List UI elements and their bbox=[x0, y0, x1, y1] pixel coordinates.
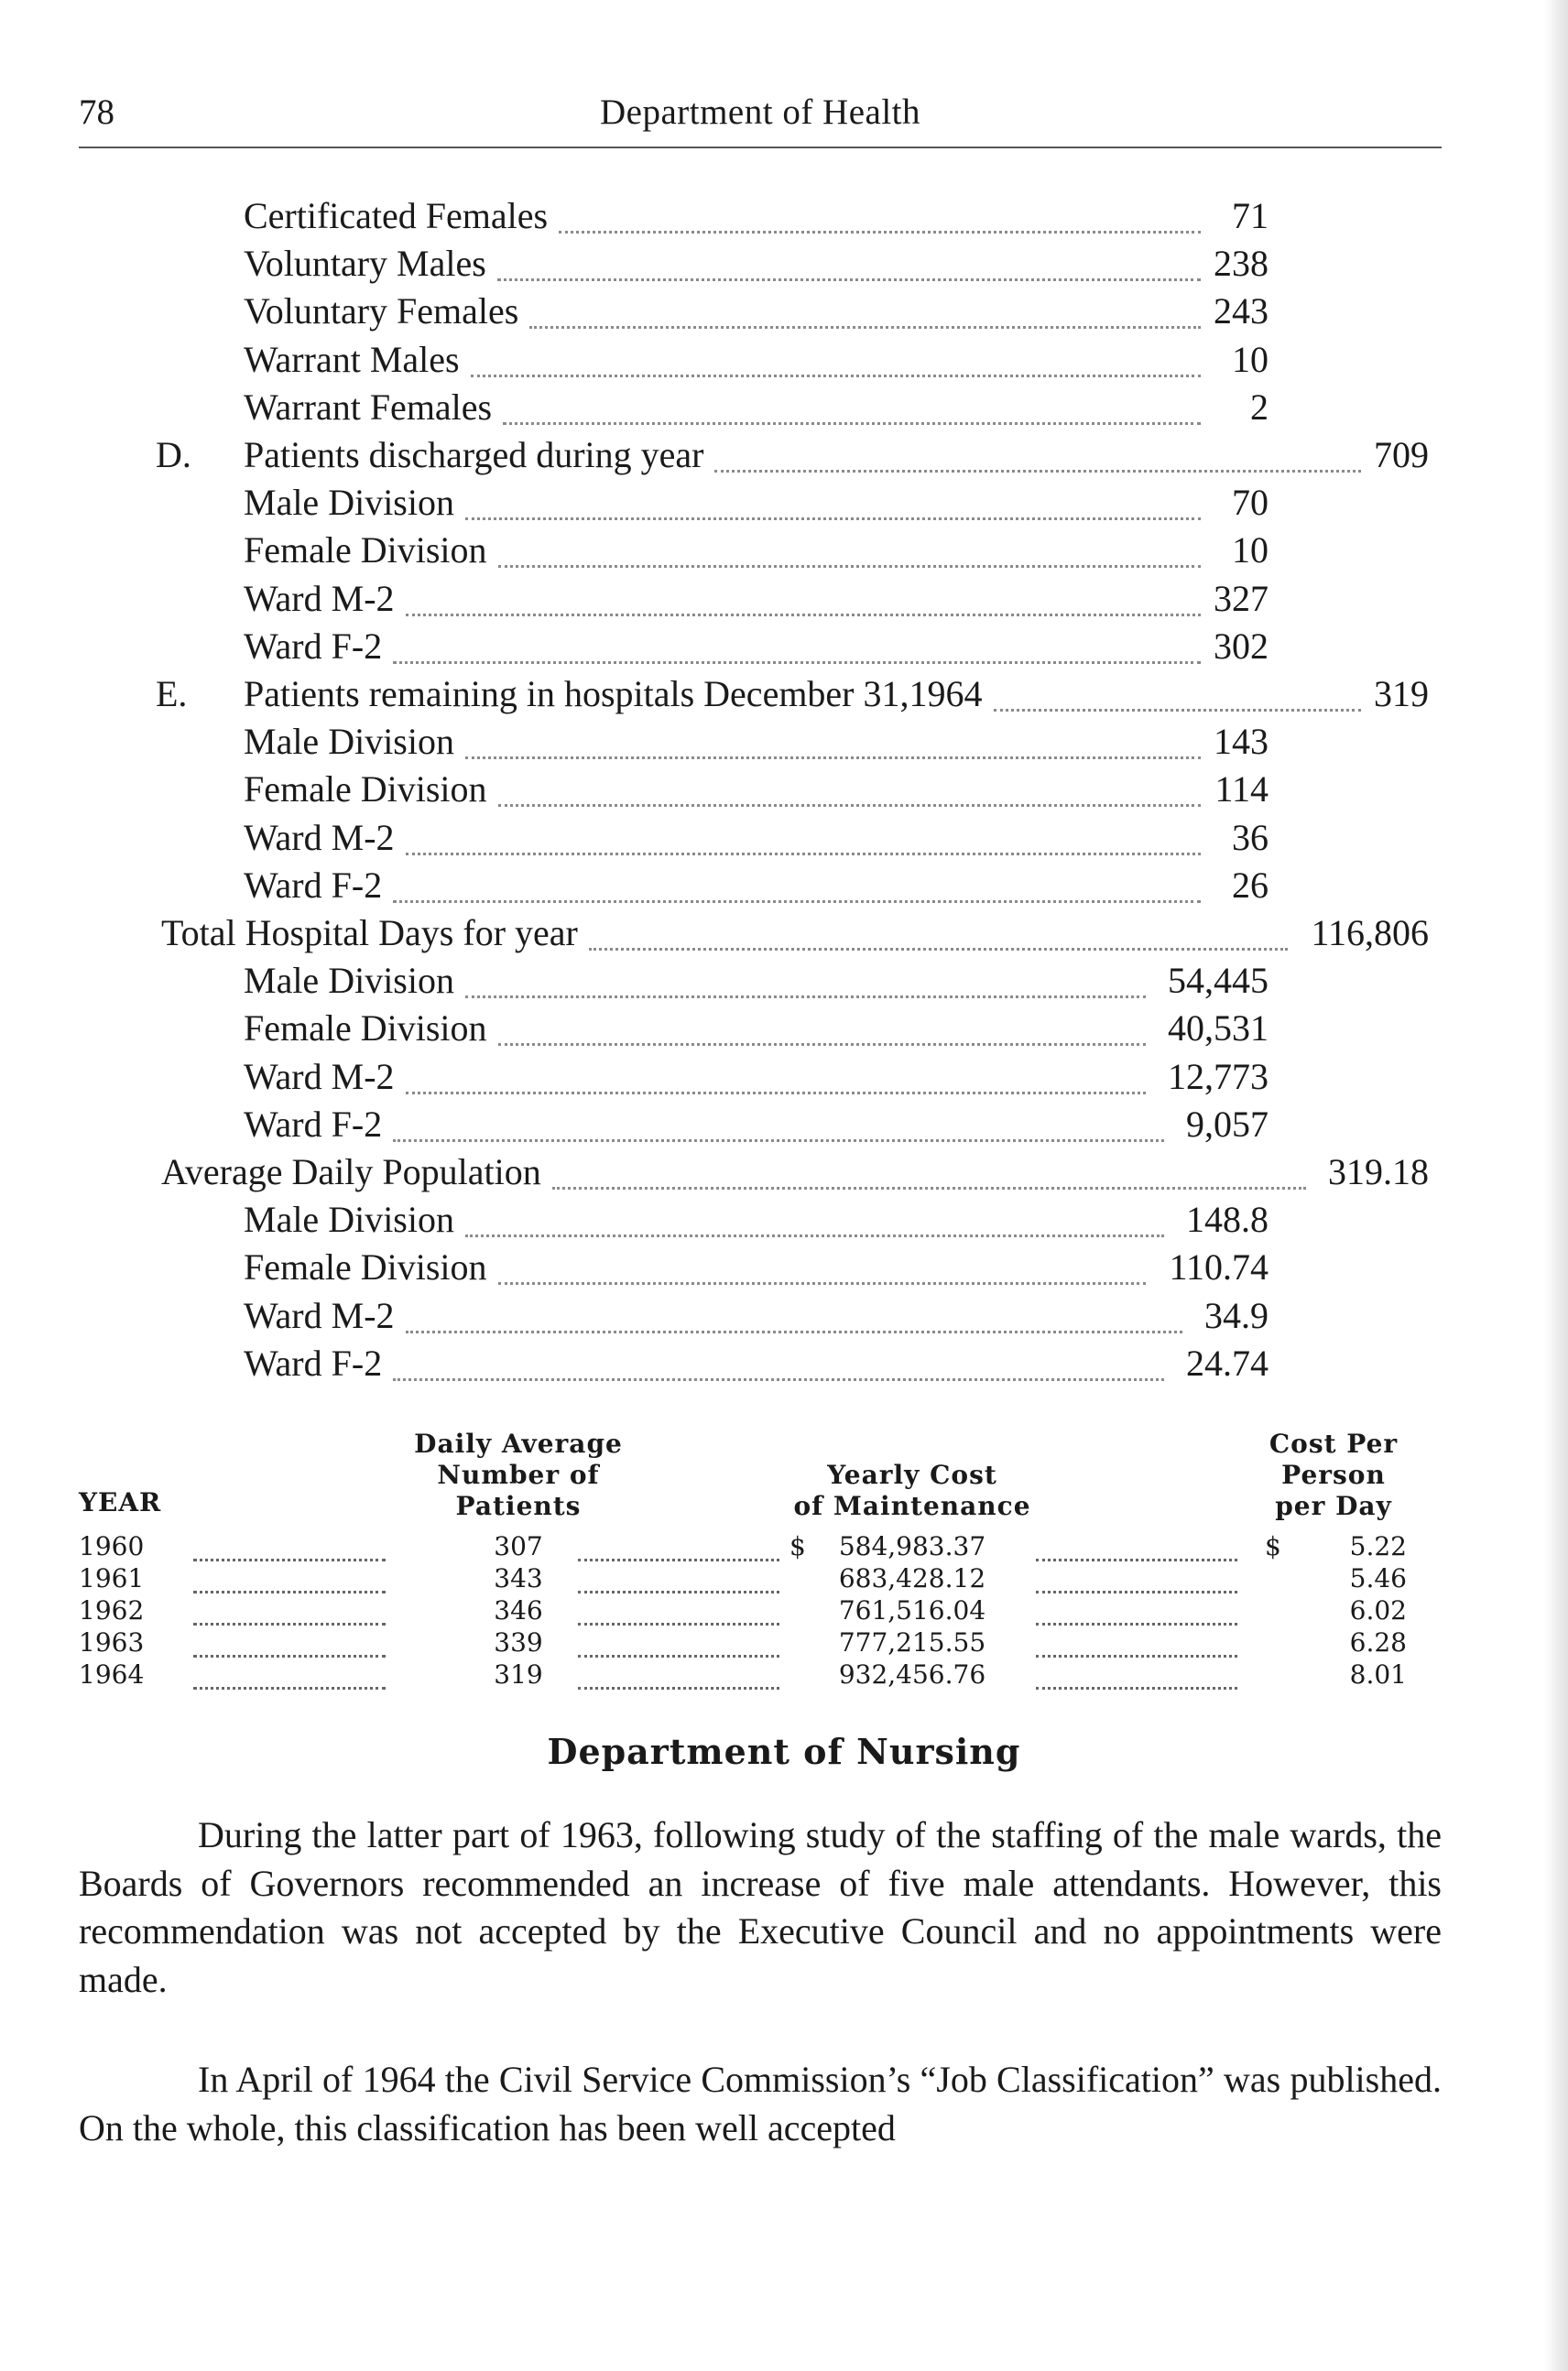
dot-leader bbox=[465, 709, 1201, 759]
dot-leader bbox=[193, 1595, 386, 1626]
dot-leader bbox=[406, 566, 1201, 616]
patients-cell: 319 bbox=[494, 1659, 543, 1690]
dot-leader bbox=[578, 1595, 779, 1626]
dot-leader bbox=[193, 1627, 386, 1658]
dot-leader bbox=[498, 756, 1201, 807]
table-row bbox=[79, 1659, 1416, 1691]
dot-leader bbox=[406, 1283, 1182, 1333]
stat-section-letter: E. bbox=[156, 673, 188, 714]
stat-value: 2 bbox=[1250, 386, 1269, 428]
stat-value: 70 bbox=[1232, 482, 1269, 524]
dot-leader bbox=[578, 1659, 779, 1690]
stat-value: 110.74 bbox=[1169, 1246, 1269, 1289]
dot-leader bbox=[406, 805, 1201, 855]
stat-label: Ward M-2 bbox=[244, 1294, 395, 1336]
patients-cell: 339 bbox=[494, 1627, 543, 1658]
stat-label: Warrant Females bbox=[244, 386, 493, 428]
stat-value: 71 bbox=[1232, 195, 1269, 236]
header-year: YEAR bbox=[79, 1487, 162, 1517]
dot-leader bbox=[1036, 1531, 1237, 1561]
stat-value: 10 bbox=[1232, 338, 1269, 380]
patients-cell: 346 bbox=[494, 1595, 543, 1626]
stat-label: Female Division bbox=[244, 768, 487, 810]
stat-value: 709 bbox=[1374, 434, 1429, 475]
table-row bbox=[79, 1563, 1416, 1595]
patients-cell: 343 bbox=[494, 1563, 543, 1593]
stat-label: Patients remaining in hospitals December 31,1964 bbox=[244, 673, 983, 714]
paragraph: In April of 1964 the Civil Service Commission’s “Job Classification” was published. On the whole, this classification has been well accepted bbox=[79, 2059, 1442, 2148]
year-cell: 1961 bbox=[79, 1563, 145, 1593]
stat-label: Male Division bbox=[244, 482, 454, 524]
stat-value: 143 bbox=[1214, 721, 1269, 763]
dot-leader bbox=[193, 1659, 386, 1690]
stat-value: 302 bbox=[1214, 625, 1269, 667]
cost-per-day-cell: 6.28 bbox=[1349, 1627, 1407, 1658]
dot-leader bbox=[1036, 1595, 1237, 1626]
section-title: Department of Nursing bbox=[547, 1731, 1021, 1772]
stat-value: 26 bbox=[1232, 864, 1269, 906]
stat-value: 319.18 bbox=[1328, 1151, 1429, 1192]
header-cost-per-day: Cost Per Person per Day bbox=[1269, 1429, 1399, 1521]
stat-label: Average Daily Population bbox=[161, 1151, 541, 1192]
stat-label: Ward F-2 bbox=[244, 1342, 383, 1384]
stat-label: Voluntary Females bbox=[244, 290, 519, 332]
dot-leader bbox=[406, 1044, 1146, 1094]
maintenance-cell: 761,516.04 bbox=[838, 1595, 986, 1626]
dot-leader bbox=[578, 1563, 779, 1593]
patients-cell: 307 bbox=[494, 1531, 543, 1561]
year-cell: 1963 bbox=[79, 1627, 145, 1658]
table-row bbox=[79, 1595, 1416, 1627]
stat-value: 10 bbox=[1232, 529, 1269, 571]
cost-per-day-cell: 6.02 bbox=[1349, 1595, 1407, 1626]
dot-leader bbox=[465, 470, 1201, 520]
cost-per-day-cell: 5.46 bbox=[1349, 1563, 1407, 1593]
table-row bbox=[79, 1531, 1416, 1563]
stat-value: 9,057 bbox=[1186, 1103, 1269, 1145]
stat-label: Certificated Females bbox=[244, 195, 549, 236]
year-cell: 1964 bbox=[79, 1659, 145, 1690]
stat-value: 36 bbox=[1232, 816, 1269, 858]
paragraph: During the latter part of 1963, following study of the staffing of the male wards, the Boards of Governors recommended an increase of five male attendants. However, this recommendation was not accepted by the Executive Council and no appointments were made. bbox=[79, 1814, 1442, 2000]
stat-value: 148.8 bbox=[1186, 1199, 1269, 1241]
year-cell: 1960 bbox=[79, 1531, 145, 1561]
dot-leader bbox=[1036, 1627, 1237, 1658]
dot-leader bbox=[465, 1187, 1164, 1237]
dot-leader bbox=[193, 1531, 386, 1561]
year-cell: 1962 bbox=[79, 1595, 145, 1626]
dot-leader bbox=[578, 1627, 779, 1658]
maintenance-cell: 683,428.12 bbox=[838, 1563, 986, 1593]
header-maintenance: Yearly Cost of Maintenance bbox=[793, 1460, 1031, 1521]
stat-value: 12,773 bbox=[1168, 1055, 1269, 1097]
stat-label: Male Division bbox=[244, 721, 454, 763]
dot-leader bbox=[193, 1563, 386, 1593]
stat-value: 114 bbox=[1214, 768, 1269, 810]
stat-value: 54,445 bbox=[1168, 960, 1269, 1002]
stat-label: Patients discharged during year bbox=[244, 434, 704, 475]
header-patients: Daily Average Number of Patients bbox=[414, 1429, 623, 1521]
dot-leader bbox=[471, 327, 1201, 377]
stat-value: 238 bbox=[1214, 243, 1269, 285]
dot-leader bbox=[465, 948, 1146, 998]
dot-leader bbox=[552, 1139, 1306, 1190]
stat-label: Male Division bbox=[244, 960, 454, 1002]
running-title: Department of Health bbox=[599, 92, 921, 132]
maintenance-cell: 932,456.76 bbox=[838, 1659, 986, 1690]
stat-value: 327 bbox=[1214, 577, 1269, 619]
stat-label: Female Division bbox=[244, 1246, 487, 1289]
dot-leader bbox=[393, 853, 1201, 903]
stat-section-letter: D. bbox=[156, 434, 191, 475]
table-row bbox=[79, 1627, 1416, 1659]
page-header bbox=[79, 92, 1442, 148]
cost-per-day-cell: 8.01 bbox=[1349, 1659, 1407, 1690]
stat-label: Ward M-2 bbox=[244, 577, 395, 619]
dot-leader bbox=[393, 614, 1201, 664]
dot-leader bbox=[529, 278, 1201, 329]
stat-label: Female Division bbox=[244, 529, 487, 571]
currency-symbol: $ bbox=[1265, 1531, 1281, 1561]
stat-row bbox=[0, 1342, 1568, 1389]
stat-value: 24.74 bbox=[1186, 1342, 1269, 1384]
dot-leader bbox=[498, 1234, 1146, 1285]
stat-label: Ward M-2 bbox=[244, 816, 395, 858]
dot-leader bbox=[498, 517, 1201, 568]
dot-leader bbox=[994, 661, 1361, 712]
stat-value: 116,806 bbox=[1311, 912, 1429, 953]
dot-leader bbox=[393, 1331, 1164, 1381]
cost-per-day-cell: 5.22 bbox=[1349, 1531, 1407, 1561]
stat-value: 319 bbox=[1374, 673, 1429, 714]
currency-symbol: $ bbox=[789, 1531, 806, 1561]
dot-leader bbox=[578, 1531, 779, 1561]
dot-leader bbox=[393, 1092, 1164, 1142]
dot-leader bbox=[559, 183, 1201, 234]
page-number: 78 bbox=[79, 92, 114, 132]
stat-value: 40,531 bbox=[1168, 1007, 1269, 1050]
dot-leader bbox=[714, 422, 1361, 473]
stat-label: Warrant Males bbox=[244, 338, 460, 380]
dot-leader bbox=[589, 900, 1288, 951]
stat-value: 243 bbox=[1214, 290, 1269, 332]
dot-leader bbox=[1036, 1563, 1237, 1593]
stat-label: Male Division bbox=[244, 1199, 454, 1241]
stat-label: Total Hospital Days for year bbox=[161, 912, 578, 953]
dot-leader bbox=[503, 375, 1201, 425]
maintenance-cell: 584,983.37 bbox=[838, 1531, 986, 1561]
stat-label: Ward F-2 bbox=[244, 1103, 383, 1145]
stat-label: Female Division bbox=[244, 1007, 487, 1050]
stat-label: Ward F-2 bbox=[244, 864, 383, 906]
stat-label: Ward M-2 bbox=[244, 1055, 395, 1097]
dot-leader bbox=[497, 231, 1201, 281]
stat-label: Ward F-2 bbox=[244, 625, 383, 667]
dot-leader bbox=[498, 995, 1146, 1046]
stat-label: Voluntary Males bbox=[244, 243, 486, 285]
stat-value: 34.9 bbox=[1204, 1294, 1269, 1336]
maintenance-cell: 777,215.55 bbox=[838, 1627, 986, 1658]
dot-leader bbox=[1036, 1659, 1237, 1690]
